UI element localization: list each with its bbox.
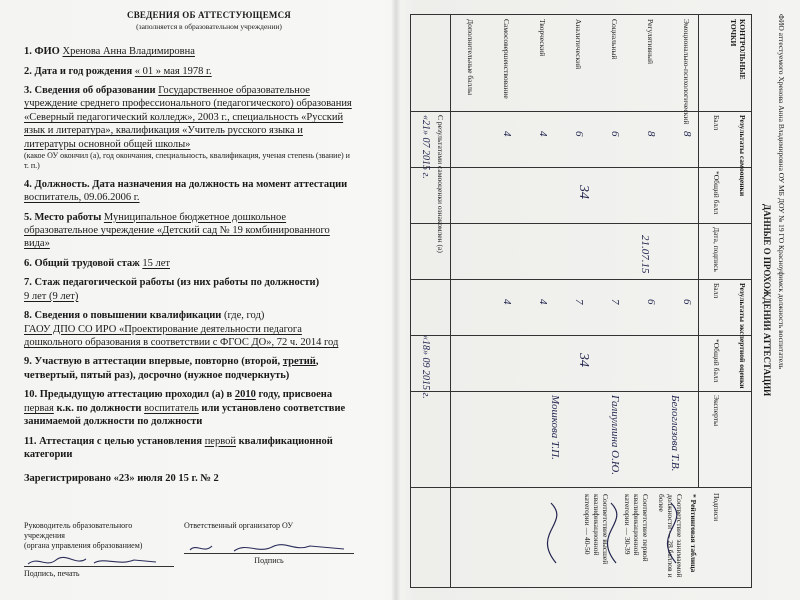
director-caption: Подпись, печать — [24, 568, 80, 578]
rotated-page-content — [402, 8, 790, 592]
acknowledgement-date: «21» 07 2015 г. — [420, 115, 431, 179]
workplace-label: 5. Место работы — [24, 211, 102, 223]
self-date-cell: 21.07.15 — [639, 235, 651, 274]
self-score-cell: 8 — [645, 131, 657, 137]
reference-value: 30-39 — [623, 536, 632, 555]
education-note: (какое ОУ окончил (а), год окончания, специальность, квалификация, ученая степень (звание) и т. п.) — [24, 151, 350, 171]
page-subtitle: (заполняется в образовательном учреждении) — [136, 21, 282, 31]
reference-value: 28 баллов и более — [657, 494, 675, 578]
previous-attestation-mid: году, присвоена — [258, 389, 333, 401]
previous-attestation-tail: или установлено соответствие занимаемой должности по должности — [24, 402, 346, 428]
self-score-column — [411, 111, 751, 168]
dob-field — [24, 65, 354, 78]
acknowledgement-text: С результатами самооценки ознакомлен (а) — [436, 115, 445, 253]
footer-divider — [450, 15, 451, 587]
fio-label: 1. ФИО — [24, 46, 60, 58]
reference-label: Соответствие занимаемой должности — [666, 494, 684, 578]
applicant-info-page — [24, 10, 354, 579]
row-label: Социальный — [610, 19, 619, 60]
previous-attestation-year: 2010 — [234, 389, 256, 401]
attestation-table — [410, 14, 752, 588]
total-experience-value: 15 лет — [142, 257, 170, 269]
attestation-count-selected: третий — [282, 356, 316, 368]
signatures-header: Подписи — [712, 493, 721, 522]
attestation-count-field — [24, 355, 354, 382]
position-label: 4. Должность. Дата назначения на должность на момент аттестации — [24, 178, 348, 190]
previous-attestation-mid2: к.к. по должности — [56, 402, 142, 414]
qualification-field — [24, 309, 354, 349]
qualification-value: ГАОУ ДПО СО ИРО «Проектирование деятельности педагога дошкольного образования в соответствии с ФГОС ДО», 72 ч. 2014 год — [24, 323, 339, 349]
expert-total-header: *Общий балл — [712, 339, 721, 383]
row-label: Дополнительные баллы — [466, 19, 475, 96]
expert-total-cell: 34 — [576, 353, 591, 367]
reference-row: Соответствие занимаемой должности — 28 баллов и более — [657, 494, 684, 578]
expert-name: Галиуллина О.Ю. — [609, 395, 621, 475]
self-score-cell: 4 — [501, 131, 513, 137]
self-total-header: *Общий балл — [712, 171, 721, 215]
education-value: Государственное образовательное учреждение среднего профессионального (педагогического) образования «Северный педагогический колледж», 2003 г., специальность «Русский язык и литература», квалификация «Учитель русского языка и литературы основной общей школы» — [24, 84, 352, 150]
expert-score-column — [411, 279, 751, 336]
position-field — [24, 178, 354, 205]
organizer-signature-line — [184, 541, 354, 554]
total-experience-field — [24, 257, 354, 270]
reference-row: Соответствие высшей квалификационной категории — 40-50 — [583, 494, 610, 565]
right-page-title: ДАННЫЕ О ПРОХОЖДЕНИИ АТТЕСТАЦИИ — [762, 203, 772, 397]
reference-label: Соответствие высшей квалификационной категории — [583, 494, 610, 565]
previous-attestation-category: первая — [24, 402, 54, 414]
attestation-data-page — [402, 8, 790, 592]
self-header: Результаты самооценки — [738, 115, 747, 197]
education-field — [24, 84, 354, 172]
organizer-caption: Подпись — [254, 556, 284, 566]
reference-row: Соответствие первой квалификационной категории — 30-39 — [623, 494, 650, 562]
expert-date: «18» 09 2015 г. — [420, 335, 431, 399]
points-header: КОНТРОЛЬНЫЕ ТОЧКИ — [729, 19, 747, 80]
expert-name: Мошкова Т.П. — [549, 395, 561, 460]
director-signature — [24, 521, 174, 579]
education-label: 3. Сведения об образовании — [24, 84, 156, 96]
expert-score-cell: 4 — [501, 299, 513, 305]
goal-tail: квалификационной категории — [24, 435, 333, 461]
previous-attestation-label: 10. Предыдущую аттестацию проходил (а) в — [24, 389, 233, 401]
director-title: Руководитель образовательного учреждения — [24, 520, 133, 541]
attestation-count-text: 9. Участвую в аттестации впервые, повторно (второй, — [24, 356, 281, 368]
teaching-experience-value: 9 лет (9 лет) — [24, 290, 79, 302]
expert-score-cell: 4 — [537, 299, 549, 305]
row-label: Регулятивный — [646, 19, 655, 64]
workplace-value: Муниципальное бюджетное дошкольное образовательное учреждение «Детский сад № 19 комбинированного вида» — [24, 211, 330, 250]
workplace-field — [24, 211, 354, 251]
expert-score-cell: 6 — [681, 299, 693, 305]
teaching-experience-field — [24, 276, 354, 303]
total-experience-label: 6. Общий трудовой стаж — [24, 257, 140, 269]
organizer-signature — [184, 521, 354, 579]
director-signature-line — [24, 554, 174, 567]
row-label: Самосовершенствование — [502, 19, 511, 99]
previous-attestation-field — [24, 388, 354, 428]
director-handwritten-signature — [24, 554, 164, 568]
page-title: СВЕДЕНИЯ ОБ АТТЕСТУЮЩЕМСЯ — [127, 10, 291, 20]
attestation-count-rest: , четвертый, пятый раз), досрочно (нужное подчеркнуть) — [24, 356, 319, 381]
self-score-header: Балл — [712, 115, 721, 131]
organizer-handwritten-signature — [184, 541, 354, 555]
self-date-column — [411, 223, 751, 280]
row-label: Эмоционально-психологический — [682, 19, 691, 125]
reference-label: Соответствие первой квалификационной категории — [623, 494, 650, 562]
director-subtitle: (органа управления образованием) — [24, 541, 143, 551]
self-score-cell: 8 — [681, 131, 693, 137]
expert-score-cell: 7 — [573, 299, 585, 305]
goal-field — [24, 435, 354, 462]
self-date-header: Дата, подпись — [712, 227, 721, 272]
reference-table-title: * Рейтинговая таблица — [689, 494, 698, 573]
experts-header: Эксперты — [712, 395, 721, 427]
self-score-cell: 4 — [537, 131, 549, 137]
expert-header: Результаты экспертной оценки — [738, 283, 747, 389]
dob-value: « 01 » мая 1978 г. — [134, 65, 212, 77]
goal-label: 11. Аттестация с целью установления — [24, 435, 203, 447]
qualification-hint: (где, год) — [223, 310, 265, 322]
dob-label: 2. Дата и год рождения — [24, 65, 133, 77]
previous-attestation-position: воспитатель — [144, 402, 199, 414]
row-label: Творческий — [538, 19, 547, 57]
expert-score-header: Балл — [712, 283, 721, 299]
experts-column — [411, 391, 751, 488]
self-score-cell: 6 — [609, 131, 621, 137]
header-row-divider — [698, 15, 699, 487]
registration-line: Зарегистрировано «23» июля 20 15 г. № 2 — [24, 472, 219, 484]
right-page-header-line: ФИО аттестуемого Хренова Анна Владимировна ОУ МБ ДОУ № 19 ГО Красноуфимск должность воспитатель — [777, 14, 786, 370]
expert-name: Белоглазова Т.В. — [669, 395, 681, 472]
qualification-label: 8. Сведения о повышении квалификации — [24, 310, 222, 322]
position-value: воспитатель, 09.06.2006 г. — [24, 192, 140, 204]
page-fold — [392, 0, 400, 600]
row-label: Аналитический — [574, 19, 583, 70]
self-total-cell: 34 — [576, 185, 591, 199]
goal-value: первой — [204, 435, 236, 447]
fio-value: Хренова Анна Владимировна — [62, 46, 195, 58]
reference-value: 40-50 — [583, 536, 592, 555]
teaching-experience-label: 7. Стаж педагогической работы (из них работы по должности) — [24, 277, 320, 289]
signatures-block — [24, 521, 354, 579]
organizer-title: Ответственный организатор ОУ — [184, 520, 293, 530]
fio-field — [24, 45, 354, 58]
self-score-cell: 6 — [573, 131, 585, 137]
expert-score-cell: 6 — [645, 299, 657, 305]
expert-score-cell: 7 — [609, 299, 621, 305]
